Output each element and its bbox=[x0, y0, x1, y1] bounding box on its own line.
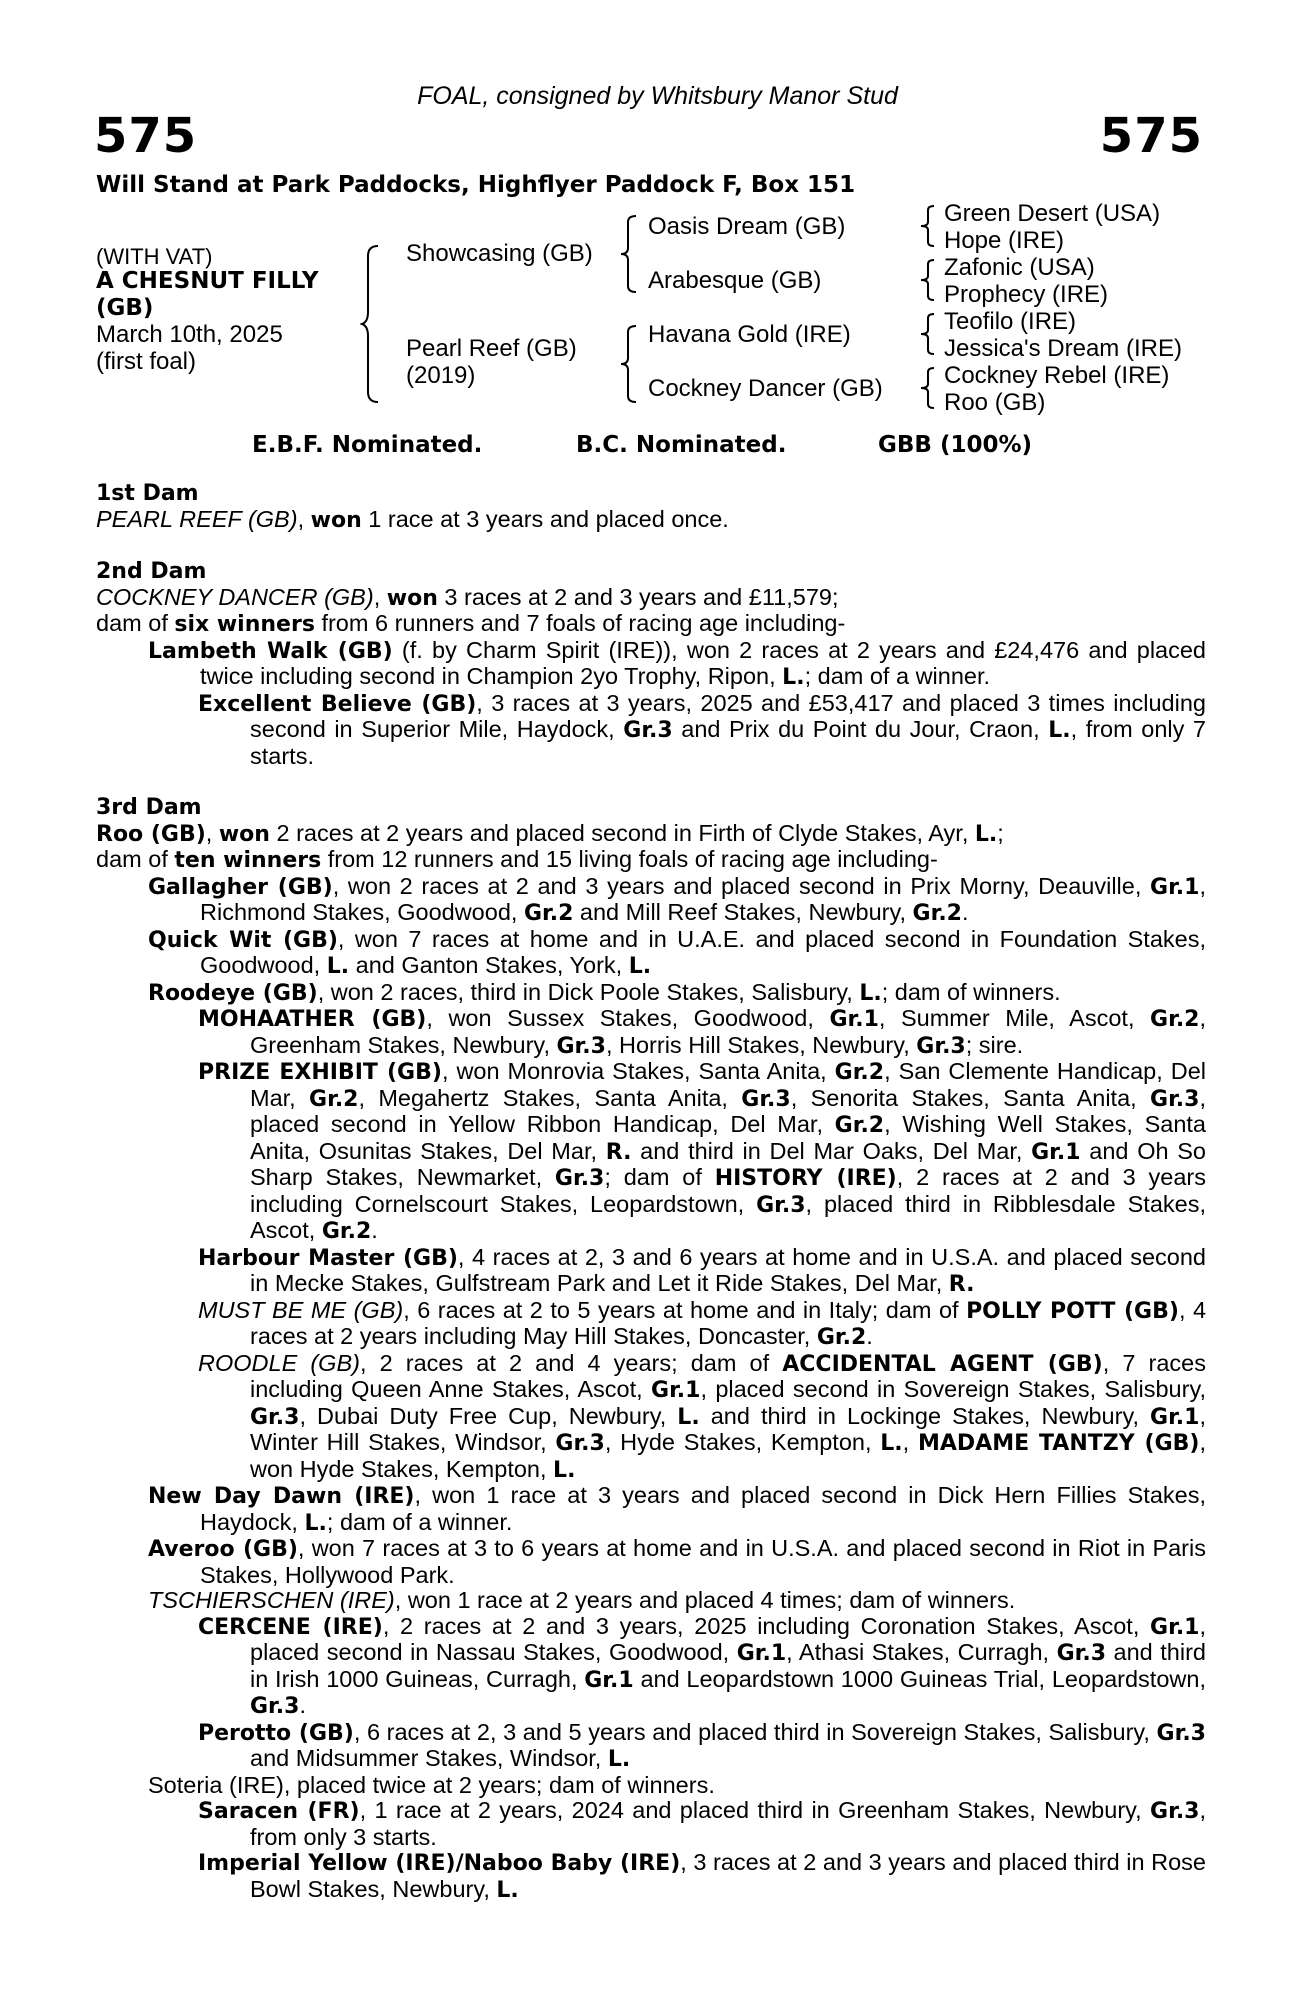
entry-must-be-me: MUST BE ME (GB), 6 races at 2 to 5 years at home and in Italy; dam of POLLY POTT (GB), 4 races at 2 years including May Hill Stakes, Doncaster, Gr.2. bbox=[198, 1296, 1207, 1350]
pedigree-brace-dd bbox=[918, 366, 938, 410]
entry-perotto: Perotto (GB), 6 races at 2, 3 and 5 years and placed third in Sovereign Stakes, Salisbury, Gr.3 and Midsummer Stakes, Windsor, L. bbox=[198, 1718, 1206, 1772]
date-of-birth: March 10th, 2025 bbox=[96, 321, 283, 348]
third-dam-line: Roo (GB), won 2 races at 2 years and placed second in Firth of Clyde Stakes, Ayr, L.; bbox=[96, 819, 1004, 847]
entry-new-day-dawn: New Day Dawn (IRE), won 1 race at 3 years and placed second in Dick Hern Fillies Stakes, Haydock, L.; dam of a winner. bbox=[148, 1482, 1206, 1536]
horse-name: A CHESNUT FILLY bbox=[96, 268, 319, 294]
entry-roodeye: Roodeye (GB), won 2 races, third in Dick Poole Stakes, Salisbury, L.; dam of winners. bbox=[148, 978, 1061, 1006]
pedigree-brace-ss bbox=[918, 204, 938, 248]
pedigree-brace-sd bbox=[918, 258, 938, 302]
gbb-rating: GBB (100%) bbox=[878, 432, 1033, 458]
pedigree-sire-sire: Oasis Dream (GB) bbox=[648, 213, 846, 240]
pedigree-dds: Cockney Rebel (IRE) bbox=[944, 362, 1170, 389]
consignment-line: FOAL, consigned by Whitsbury Manor Stud bbox=[417, 82, 898, 110]
lot-number-left: 575 bbox=[94, 108, 198, 164]
pedigree-dam-year: (2019) bbox=[406, 362, 476, 389]
second-dam-produce: dam of six winners from 6 runners and 7 foals of racing age including- bbox=[96, 610, 846, 637]
ebf-nomination: E.B.F. Nominated. bbox=[252, 432, 483, 458]
entry-prize-exhibit: PRIZE EXHIBIT (GB), won Monrovia Stakes, Santa Anita, Gr.2, San Clemente Handicap, Del Mar, Gr.2, Megahertz Stakes, Santa Anita, Gr.3, Senorita Stakes, Santa Anita, Gr.3, placed second in Yellow Ribbon Handicap, Del Mar, Gr.2, Wishing Well Stakes, Santa Anita, Osunitas Stakes, Del Mar, R. and third in Del Mar Oaks, Del Mar, Gr.1 and Oh So Sharp Stakes, Newmarket, Gr.3; dam of HISTORY (IRE), 2 races at 2 and 3 years including Cornelscourt Stakes, Leopardstown, Gr.3, placed third in Ribblesdale Stakes, Ascot, Gr.2. bbox=[198, 1058, 1206, 1244]
second-dam-heading: 2nd Dam bbox=[96, 559, 207, 584]
pedigree-brace-dam bbox=[618, 324, 642, 404]
entry-gallagher: Gallagher (GB), won 2 races at 2 and 3 years and placed second in Prix Morny, Deauville, Gr.1, Richmond Stakes, Goodwood, Gr.2 and Mill Reef Stakes, Newbury, Gr.2. bbox=[148, 872, 1206, 926]
pedigree-dss: Teofilo (IRE) bbox=[944, 308, 1077, 335]
first-dam-line: PEARL REEF (GB), won 1 race at 3 years and placed once. bbox=[96, 505, 729, 533]
third-dam-produce: dam of ten winners from 12 runners and 15 living foals of racing age including- bbox=[96, 846, 938, 873]
entry-soteria: Soteria (IRE), placed twice at 2 years; dam of winners. bbox=[148, 1771, 715, 1798]
entry-tschierschen: TSCHIERSCHEN (IRE), won 1 race at 2 years and placed 4 times; dam of winners. bbox=[148, 1587, 1016, 1613]
entry-mohaather: MOHAATHER (GB), won Sussex Stakes, Goodwood, Gr.1, Summer Mile, Ascot, Gr.2, Greenham Stakes, Newbury, Gr.3, Horris Hill Stakes, Newbury, Gr.3; sire. bbox=[198, 1005, 1207, 1059]
first-dam-heading: 1st Dam bbox=[96, 481, 199, 506]
pedigree-dam-sire: Havana Gold (IRE) bbox=[648, 321, 851, 348]
entry-averoo: Averoo (GB), won 7 races at 3 to 6 years at home and in U.S.A. and placed second in Riot in Paris Stakes, Hollywood Park. bbox=[148, 1535, 1206, 1588]
entry-roodle: ROODLE (GB), 2 races at 2 and 4 years; dam of ACCIDENTAL AGENT (GB), 7 races including Queen Anne Stakes, Ascot, Gr.1, placed second in Sovereign Stakes, Salisbury, Gr.3, Dubai Duty Free Cup, Newbury, L. and third in Lockinge Stakes, Newbury, Gr.1, Winter Hill Stakes, Windsor, Gr.3, Hyde Stakes, Kempton, L., MADAME TANTZY (GB), won Hyde Stakes, Kempton, L. bbox=[198, 1349, 1207, 1483]
entry-saracen: Saracen (FR), 1 race at 2 years, 2024 and placed third in Greenham Stakes, Newbury, Gr.3, from only 3 starts. bbox=[198, 1797, 1207, 1850]
entry-quick-wit: Quick Wit (GB), won 7 races at home and in U.A.E. and placed second in Foundation Stakes, Goodwood, L. and Ganton Stakes, York, L. bbox=[148, 925, 1206, 979]
bc-nomination: B.C. Nominated. bbox=[576, 432, 787, 458]
pedigree-sds: Zafonic (USA) bbox=[944, 254, 1095, 281]
pedigree-brace-main bbox=[360, 244, 390, 404]
entry-cercene: CERCENE (IRE), 2 races at 2 and 3 years, 2025 including Coronation Stakes, Ascot, Gr.1, placed second in Nassau Stakes, Goodwood, Gr.1, Athasi Stakes, Curragh, Gr.3 and third in Irish 1000 Guineas, Curragh, Gr.1 and Leopardstown 1000 Guineas Trial, Leopardstown, Gr.3. bbox=[198, 1612, 1207, 1719]
entry-harbour-master: Harbour Master (GB), 4 races at 2, 3 and 6 years at home and in U.S.A. and placed second in Mecke Stakes, Gulfstream Park and Let it Ride Stakes, Del Mar, R. bbox=[198, 1243, 1206, 1297]
pedigree-sire-dam: Arabesque (GB) bbox=[648, 267, 822, 294]
pedigree-dam: Pearl Reef (GB) bbox=[406, 335, 577, 362]
pedigree-sss: Green Desert (USA) bbox=[944, 200, 1161, 227]
entry-excellent-believe: Excellent Believe (GB), 3 races at 3 years, 2025 and £53,417 and placed 3 times including second in Superior Mile, Haydock, Gr.3 and Prix du Point du Jour, Craon, L., from only 7 starts. bbox=[198, 689, 1206, 769]
pedigree-dsd: Jessica's Dream (IRE) bbox=[944, 335, 1182, 362]
entry-lambeth-walk: Lambeth Walk (GB) (f. by Charm Spirit (IRE)), won 2 races at 2 years and £24,476 and placed twice including second in Champion 2yo Trophy, Ripon, L.; dam of a winner. bbox=[148, 636, 1207, 690]
third-dam-heading: 3rd Dam bbox=[96, 795, 202, 820]
entry-imperial-yellow: Imperial Yellow (IRE)/Naboo Baby (IRE), 3 races at 2 and 3 years and placed third in Rose Bowl Stakes, Newbury, L. bbox=[198, 1849, 1206, 1903]
pedigree-brace-sire bbox=[618, 214, 642, 294]
pedigree-ddd: Roo (GB) bbox=[944, 389, 1046, 416]
second-dam-line: COCKNEY DANCER (GB), won 3 races at 2 and 3 years and £11,579; bbox=[96, 583, 839, 611]
pedigree-sire: Showcasing (GB) bbox=[406, 240, 593, 267]
lot-number-right: 575 bbox=[1099, 108, 1203, 164]
catalogue-body bbox=[96, 481, 1206, 1903]
pedigree-ssd: Hope (IRE) bbox=[944, 227, 1065, 254]
pedigree-brace-ds bbox=[918, 312, 938, 356]
horse-name-country: (GB) bbox=[96, 295, 154, 321]
pedigree-dam-dam: Cockney Dancer (GB) bbox=[648, 375, 883, 402]
stand-location: Will Stand at Park Paddocks, Highflyer Paddock F, Box 151 bbox=[96, 172, 856, 198]
vat-note: (WITH VAT) bbox=[96, 244, 213, 269]
foal-note: (first foal) bbox=[96, 348, 197, 375]
pedigree-sdd: Prophecy (IRE) bbox=[944, 281, 1109, 308]
